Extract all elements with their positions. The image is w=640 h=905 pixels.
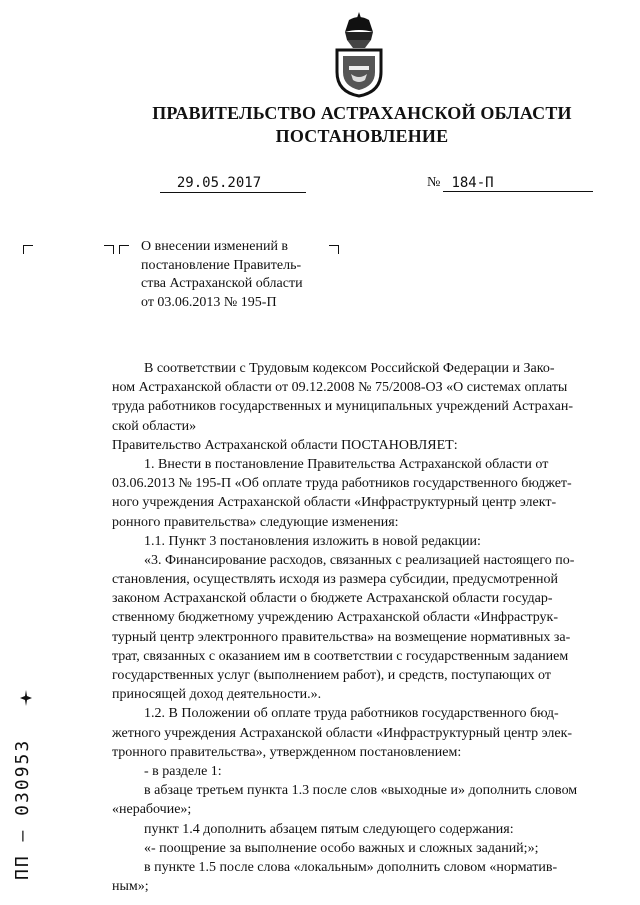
- body-line: «3. Финансирование расходов, связанных с реализацией настоящего по-: [144, 552, 575, 568]
- body-line: «нерабочие»;: [112, 802, 192, 818]
- body-line: «- поощрение за выполнение особо важных и сложных заданий;»;: [144, 840, 539, 856]
- document-subject: [141, 238, 331, 312]
- document-number: 184-П: [443, 175, 593, 192]
- body-line: трат, связанных с оказанием им в соответствии с государственным заданием: [112, 648, 569, 664]
- coat-of-arms-icon: [331, 10, 387, 98]
- body-line: 1.1. Пункт 3 постановления изложить в новой редакции:: [144, 533, 481, 549]
- body-line: ронного правительства» следующие изменения:: [112, 514, 399, 530]
- body-line: жетного учреждения Астраханской области «Инфраструктурный центр элек-: [112, 725, 573, 741]
- body-line: 03.06.2013 № 195-П «Об оплате труда работников государственного бюджет-: [112, 476, 572, 492]
- subject-line: постановление Правитель-: [141, 257, 302, 273]
- body-line: труда работников государственных и муниципальных учреждений Астрахан-: [112, 399, 574, 415]
- body-line: турный центр электронного правительства» на возмещение нормативных за-: [112, 629, 571, 645]
- serial-number: ПП – 030953: [12, 738, 33, 880]
- body-line: ного учреждения Астраханской области «Инфраструктурный центр элект-: [112, 495, 557, 511]
- body-line: пункт 1.4 дополнить абзацем пятым следующего содержания:: [144, 821, 514, 837]
- document-body: [112, 359, 610, 896]
- document-type: ПОСТАНОВЛЕНИЕ: [275, 126, 449, 146]
- body-line: в абзаце третьем пункта 1.3 после слов «выходные и» дополнить словом: [144, 783, 578, 799]
- subject-line: ства Астраханской области: [141, 276, 303, 291]
- corner-mark: [119, 245, 129, 254]
- body-line: ственному бюджетному учреждению Астраханской области «Инфраструк-: [112, 610, 559, 626]
- body-line: Правительство Астраханской области ПОСТАНОВЛЯЕТ:: [112, 437, 458, 453]
- body-line: становления, осуществлять исходя из размера субсидии, предусмотренной: [112, 572, 558, 588]
- body-line: в пункте 1.5 после слова «локальным» дополнить словом «норматив-: [144, 859, 558, 875]
- corner-mark: [104, 245, 114, 254]
- document-date: 29.05.2017: [160, 175, 306, 193]
- body-line: В соответствии с Трудовым кодексом Российской Федерации и Зако-: [144, 361, 555, 376]
- body-line: законом Астраханской области о бюджете Астраханской области государ-: [112, 591, 553, 607]
- body-line: - в разделе 1:: [144, 763, 222, 779]
- authority-title: ПРАВИТЕЛЬСТВО АСТРАХАНСКОЙ ОБЛАСТИ: [152, 103, 572, 123]
- subject-line: от 03.06.2013 № 195-П: [141, 294, 277, 310]
- body-line: государственных услуг (выполнением работ), и средств, поступающих от: [112, 668, 551, 683]
- body-line: тронного правительства», утвержденном постановлением:: [112, 744, 462, 760]
- subject-line: О внесении изменений в: [141, 239, 289, 254]
- body-line: 1. Внести в постановление Правительства Астраханской области от: [144, 456, 549, 472]
- body-line: ном Астраханской области от 09.12.2008 № 75/2008-ОЗ «О системах оплаты: [112, 380, 568, 396]
- body-line: ным»;: [112, 879, 149, 895]
- body-line: ской области»: [112, 418, 197, 434]
- number-label: №: [427, 175, 441, 190]
- body-line: 1.2. В Положении об оплате труда работников государственного бюд-: [144, 706, 559, 722]
- star-mark-icon: [20, 690, 32, 706]
- corner-mark: [23, 245, 33, 254]
- body-line: приносящей доход деятельности.».: [112, 687, 322, 703]
